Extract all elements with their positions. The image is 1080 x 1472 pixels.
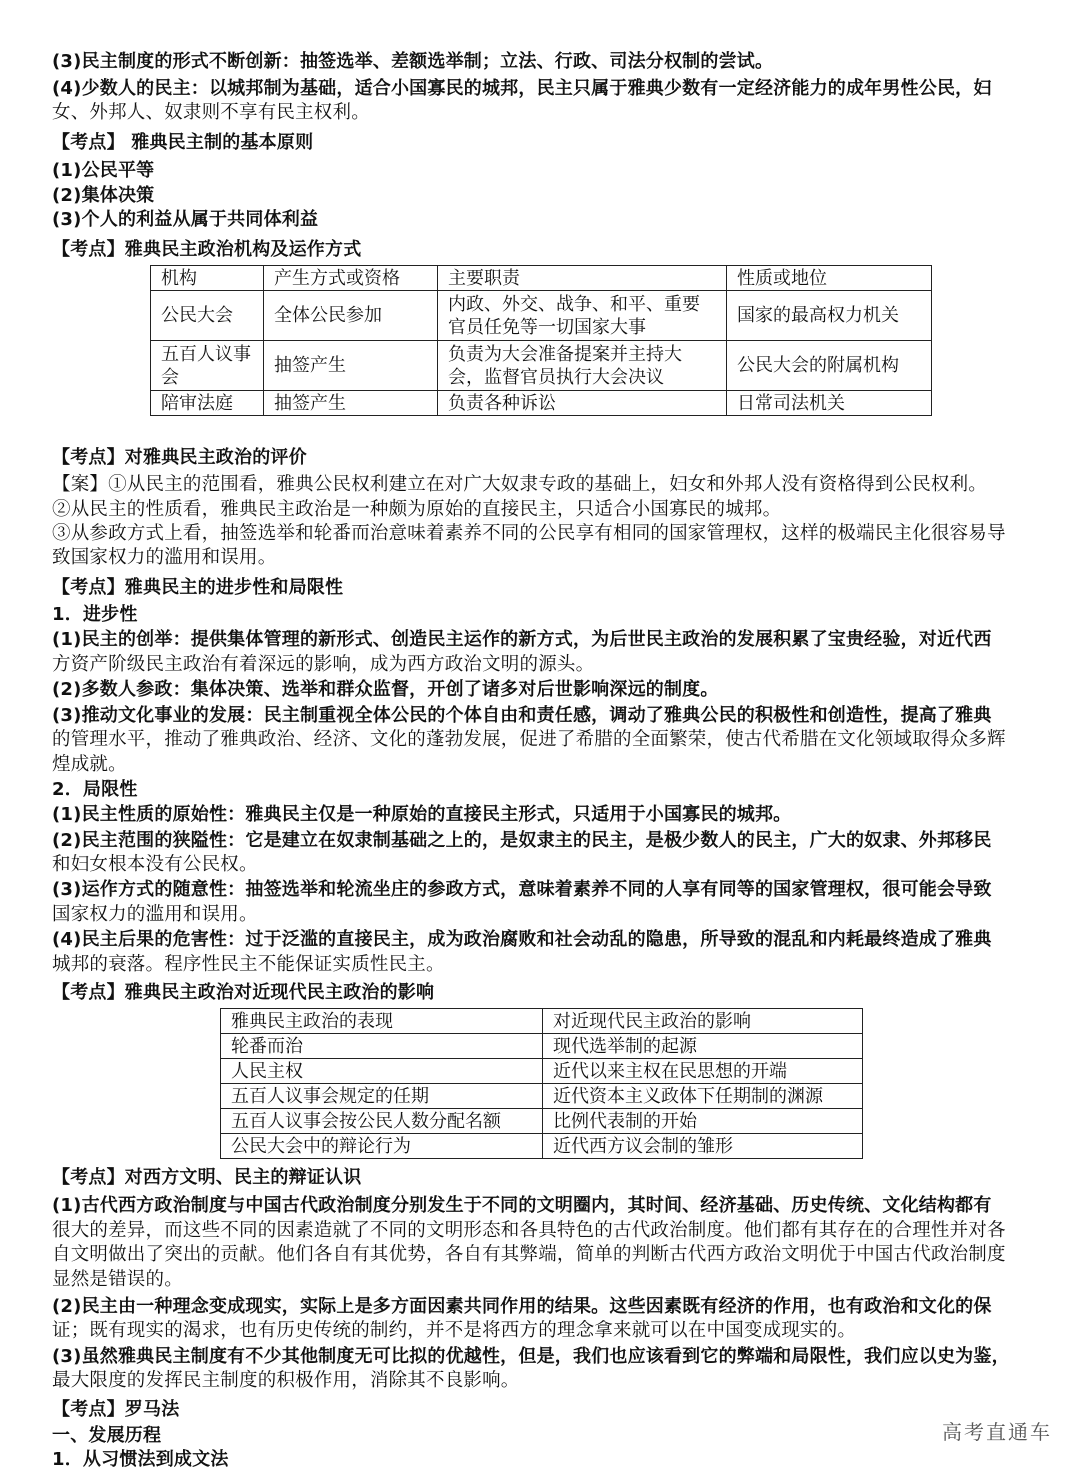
text-line: (3)民主制度的形式不断创新：抽签选举、差额选举制；立法、行政、司法分权制的尝试。 — [52, 51, 774, 72]
table-cell: 公民大会的附属机构 — [727, 341, 932, 391]
table-cell: 近代以来主权在民思想的开端 — [543, 1059, 863, 1084]
table-cell: 公民大会中的辩论行为 — [221, 1134, 543, 1159]
text-line: 自文明做出了突出的贡献。他们各自有其优势，各自有其弊端，简单的判断古代西方政治文明优于中国古代政治制度 — [52, 1244, 1006, 1265]
table-header-row — [221, 1009, 863, 1034]
section-heading: 【考点】罗马法 — [52, 1399, 180, 1420]
table-row — [221, 1134, 863, 1159]
text-line: (1)民主的创举：提供集体管理的新形式、创造民主运作的新方式，为后世民主政治的发展积累了宝贵经验，对近代西 — [52, 629, 992, 650]
subsection-heading: 2．局限性 — [52, 779, 138, 800]
text-line: (2)多数人参政：集体决策、选举和群众监督，开创了诸多对后世影响深远的制度。 — [52, 679, 719, 700]
table-cell: 近代西方议会制的雏形 — [543, 1134, 863, 1159]
table-row — [221, 1059, 863, 1084]
table-cell: 产生方式或资格 — [264, 266, 438, 291]
table-cell: 现代选举制的起源 — [543, 1034, 863, 1059]
table-cell: 比例代表制的开始 — [543, 1109, 863, 1134]
table-cell: 轮番而治 — [221, 1034, 543, 1059]
text-line: 方资产阶级民主政治有着深远的影响，成为西方政治文明的源头。 — [52, 654, 595, 675]
table-header-row — [151, 266, 932, 291]
text-line: (4)少数人的民主：以城邦制为基础，适合小国寡民的城邦，民主只属于雅典少数有一定经济能力的成年男性公民，妇 — [52, 78, 992, 99]
institutions-table — [150, 265, 932, 416]
table-cell: 负责各种诉讼 — [438, 391, 727, 416]
table-row — [221, 1109, 863, 1134]
text-line: (3)个人的利益从属于共同体利益 — [52, 209, 319, 230]
section-heading: 【考点】雅典民主的进步性和局限性 — [52, 577, 344, 598]
section-heading: 【考点】 雅典民主制的基本原则 — [52, 132, 314, 153]
table-cell: 抽签产生 — [264, 391, 438, 416]
table-cell: 性质或地位 — [727, 266, 932, 291]
table-row — [151, 391, 932, 416]
table-cell: 近代资本主义政体下任期制的渊源 — [543, 1084, 863, 1109]
text-line: (4)民主后果的危害性：过于泛滥的直接民主，成为政治腐败和社会动乱的隐患，所导致的混乱和内耗最终造成了雅典 — [52, 929, 992, 950]
table-row — [221, 1084, 863, 1109]
table-cell: 内政、外交、战争、和平、重要官员任免等一切国家大事 — [438, 291, 727, 341]
table-cell: 负责为大会准备提案并主持大会，监督官员执行大会决议 — [438, 341, 727, 391]
text-line: 很大的差异，而这些不同的因素造就了不同的文明形态和各具特色的古代政治制度。他们都有其存在的合理性并对各 — [52, 1220, 1006, 1241]
text-line: (3)推动文化事业的发展：民主制重视全体公民的个体自由和责任感，调动了雅典公民的积极性和创造性，提高了雅典 — [52, 705, 992, 726]
watermark: 高考直通车 — [942, 1420, 1052, 1444]
text-line: (1)公民平等 — [52, 160, 155, 181]
text-line: 的管理水平，推动了雅典政治、经济、文化的蓬勃发展，促进了希腊的全面繁荣，使古代希腊在文化领域取得众多辉 — [52, 729, 1006, 750]
subsection-heading: 1．进步性 — [52, 604, 138, 625]
text-line: 显然是错误的。 — [52, 1269, 183, 1290]
table-cell: 五百人议事会按公民人数分配名额 — [221, 1109, 543, 1134]
text-line: (2)集体决策 — [52, 185, 155, 206]
text-line: 最大限度的发挥民主制度的积极作用，消除其不良影响。 — [52, 1370, 520, 1391]
section-heading: 【考点】对西方文明、民主的辩证认识 — [52, 1167, 362, 1188]
table-row — [151, 291, 932, 341]
table-row — [221, 1034, 863, 1059]
table-cell: 机构 — [151, 266, 264, 291]
table-cell: 抽签产生 — [264, 341, 438, 391]
table-cell: 公民大会 — [151, 291, 264, 341]
text-line: 证；既有现实的渴求，也有历史传统的制约，并不是将西方的理念拿来就可以在中国变成现实的。 — [52, 1320, 857, 1341]
table-cell: 对近现代民主政治的影响 — [543, 1009, 863, 1034]
table-cell: 日常司法机关 — [727, 391, 932, 416]
table-cell: 五百人议事会 — [151, 341, 264, 391]
table-cell: 人民主权 — [221, 1059, 543, 1084]
text-line: (2)民主范围的狭隘性：它是建立在奴隶制基础之上的，是奴隶主的民主，是极少数人的民主，广大的奴隶、外邦移民 — [52, 830, 992, 851]
text-line: (1)民主性质的原始性：雅典民主仅是一种原始的直接民主形式，只适用于小国寡民的城邦。 — [52, 804, 792, 825]
subsection-heading: 1．从习惯法到成文法 — [52, 1449, 229, 1470]
section-heading: 【考点】雅典民主政治机构及运作方式 — [52, 239, 362, 260]
text-line: 和妇女根本没有公民权。 — [52, 854, 258, 875]
text-line: 致国家权力的滥用和误用。 — [52, 547, 277, 568]
table-cell: 主要职责 — [438, 266, 727, 291]
text-line: ②从民主的性质看，雅典民主政治是一种颇为原始的直接民主，只适合小国寡民的城邦。 — [52, 499, 782, 520]
table-cell: 雅典民主政治的表现 — [221, 1009, 543, 1034]
table-cell: 国家的最高权力机关 — [727, 291, 932, 341]
section-heading: 【考点】对雅典民主政治的评价 — [52, 447, 307, 468]
table-row — [151, 341, 932, 391]
text-line: (1)古代西方政治制度与中国古代政治制度分别发生于不同的文明圈内，其时间、经济基础、历史传统、文化结构都有 — [52, 1195, 992, 1216]
table-cell: 五百人议事会规定的任期 — [221, 1084, 543, 1109]
text-line: (3)运作方式的随意性：抽签选举和轮流坐庄的参政方式，意味着素养不同的人享有同等的国家管理权，很可能会导致 — [52, 879, 992, 900]
text-line: 女、外邦人、奴隶则不享有民主权利。 — [52, 102, 370, 123]
subsection-heading: 一、发展历程 — [52, 1425, 162, 1446]
text-line: (2)民主由一种理念变成现实，实际上是多方面因素共同作用的结果。这些因素既有经济的作用，也有政治和文化的保 — [52, 1296, 992, 1317]
table-cell: 陪审法庭 — [151, 391, 264, 416]
text-line: 城邦的衰落。程序性民主不能保证实质性民主。 — [52, 954, 445, 975]
text-line: 【案】①从民主的范围看，雅典公民权利建立在对广大奴隶专政的基础上，妇女和外邦人没有资格得到公民权利。 — [52, 474, 988, 495]
influence-table — [220, 1008, 863, 1159]
section-heading: 【考点】雅典民主政治对近现代民主政治的影响 — [52, 982, 435, 1003]
table-cell: 全体公民参加 — [264, 291, 438, 341]
text-line: (3)虽然雅典民主制度有不少其他制度无可比拟的优越性，但是，我们也应该看到它的弊端和局限性，我们应以史为鉴， — [52, 1346, 1010, 1367]
text-line: 煌成就。 — [52, 754, 127, 775]
text-line: ③从参政方式上看，抽签选举和轮番而治意味着素养不同的公民享有相同的国家管理权，这样的极端民主化很容易导 — [52, 523, 1006, 544]
text-line: 国家权力的滥用和误用。 — [52, 904, 258, 925]
